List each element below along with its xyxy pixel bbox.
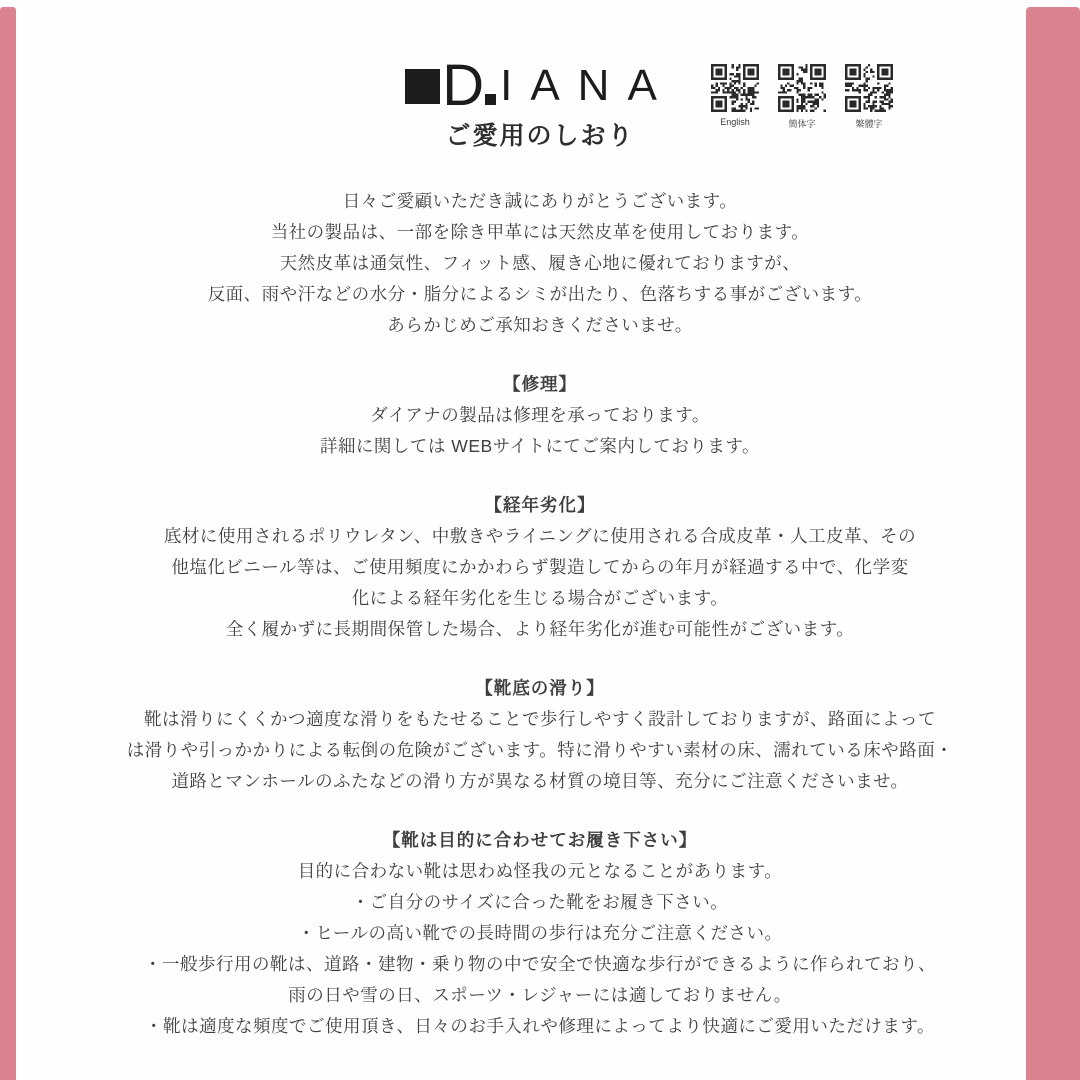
leaflet-body [110, 186, 970, 1042]
leaflet-section [110, 369, 970, 462]
section-heading: 【靴底の滑り】 [475, 678, 605, 698]
text-line: ・一般歩行用の靴は、道路・建物・乗り物の中で安全で快適な歩行ができるように作られており、 [144, 954, 936, 974]
leaflet-header [0, 0, 1080, 152]
text-line: 化による経年劣化を生じる場合がございます。 [351, 588, 729, 608]
text-line: 雨の日や雪の日、スポーツ・レジャーには適しておりません。 [288, 985, 792, 1005]
qr-code-1 [711, 64, 759, 130]
text-line: 詳細に関しては WEBサイトにてご案内しております。 [319, 436, 761, 456]
text-line: ・靴は適度な頻度でご使用頂き、日々のお手入れや修理によってより快適にご愛用いただけます。 [145, 1016, 935, 1036]
qr-code-image [845, 64, 893, 112]
qr-code-image [711, 64, 759, 112]
qr-pattern-icon [778, 64, 826, 112]
text-line: 目的に合わない靴は思わぬ怪我の元となることがあります。 [297, 861, 783, 881]
diana-logo [405, 53, 675, 118]
text-line: 反面、雨や汗などの水分・脂分によるシミが出たり、色落ちする事がございます。 [207, 284, 873, 304]
text-line: ・ヒールの高い靴での長時間の歩行は充分ご注意ください。 [297, 923, 783, 943]
logo-letters-iana: IANA [500, 61, 675, 110]
qr-code-group [711, 64, 893, 130]
qr-code-label: 簡体字 [788, 119, 816, 129]
logo-letter-d: D [442, 53, 485, 118]
leaflet-section [110, 490, 970, 645]
leaflet-section [110, 186, 970, 341]
text-line: 道路とマンホールのふたなどの滑り方が異なる材質の境目等、充分にご注意くださいませ。 [171, 771, 909, 791]
logo-square-icon [405, 69, 440, 104]
logo-dot-icon [485, 94, 496, 105]
text-line: 全く履かずに長期間保管した場合、より経年劣化が進む可能性がございます。 [225, 619, 855, 639]
section-heading: 【経年劣化】 [484, 495, 596, 515]
qr-code-label: English [720, 117, 750, 127]
text-line: 他塩化ビニール等は、ご使用頻度にかかわらず製造してからの年月が経過する中で、化学変 [171, 557, 909, 577]
leaflet-section [110, 825, 970, 1042]
text-line: あらかじめご承知おきくださいませ。 [387, 315, 693, 335]
qr-code-2 [778, 64, 826, 130]
qr-code-3 [845, 64, 893, 130]
leaflet-title: ご愛用のしおり [445, 122, 635, 150]
text-line: 当社の製品は、一部を除き甲革には天然皮革を使用しております。 [270, 222, 810, 242]
text-line: ・ご自分のサイズに合った靴をお履き下さい。 [351, 892, 729, 912]
qr-pattern-icon [845, 64, 893, 112]
text-line: 天然皮革は通気性、フィット感、履き心地に優れておりますが、 [279, 253, 801, 273]
section-heading: 【修理】 [503, 374, 577, 394]
text-line: ダイアナの製品は修理を承っております。 [370, 405, 710, 425]
text-line: 靴は滑りにくくかつ適度な滑りをもたせることで歩行しやすく設計しておりますが、路面によって [144, 709, 936, 729]
text-line: 底材に使用されるポリウレタン、中敷きやライニングに使用される合成皮革・人工皮革、その [163, 526, 917, 546]
leaflet-section [110, 673, 970, 797]
text-line: は滑りや引っかかりによる転倒の危険がございます。特に滑りやすい素材の床、濡れている床や路面・ [126, 740, 954, 760]
qr-pattern-icon [711, 64, 759, 112]
qr-code-image [778, 64, 826, 112]
text-line: 日々ご愛顧いただき誠にありがとうございます。 [342, 191, 738, 211]
qr-code-label: 繁體字 [855, 119, 883, 129]
section-heading: 【靴は目的に合わせてお履き下さい】 [382, 830, 698, 850]
